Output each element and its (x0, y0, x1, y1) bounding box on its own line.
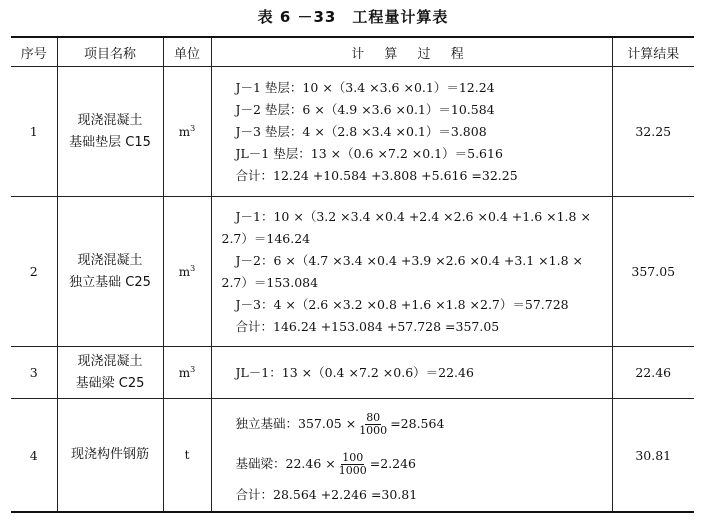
row-result: 30.81 (612, 399, 694, 513)
row-calc (211, 399, 612, 513)
calc-line: J－1 垫层：10 ×（3.4 ×3.6 ×0.1）＝12.24 (235, 79, 495, 95)
fraction-denominator: 1000 (359, 423, 388, 437)
header-calc: 计 算 过 程 (211, 37, 612, 67)
calc-line: 2.7）＝146.24 (221, 230, 311, 246)
row-index: 4 (11, 399, 57, 513)
header-row (11, 37, 694, 67)
fraction (358, 412, 388, 437)
header-unit: 单位 (163, 37, 211, 67)
row-name (57, 399, 163, 513)
row-name (57, 347, 163, 399)
row-calc (211, 67, 612, 197)
unit-text: m (178, 265, 191, 279)
header-index: 序号 (11, 37, 57, 67)
header-name: 项目名称 (57, 37, 163, 67)
row-result: 32.25 (612, 67, 694, 197)
unit-text: m (178, 366, 191, 380)
name-line: 现浇混凝土 (77, 252, 143, 268)
row-unit (163, 399, 211, 513)
quantity-table (11, 36, 694, 513)
frac-suffix: =2.246 (369, 456, 416, 471)
fraction-numerator: 80 (366, 410, 381, 424)
frac-prefix: 独立基础：357.05 × (235, 416, 357, 431)
row-name (57, 67, 163, 197)
unit-superscript: 3 (190, 124, 196, 133)
calc-line: JL－1：13 ×（0.4 ×7.2 ×0.6）＝22.46 (235, 364, 474, 380)
calc-line: J－1：10 ×（3.2 ×3.4 ×0.4 +2.4 ×2.6 ×0.4 +1.6 ×1.8 × (235, 208, 591, 224)
calc-line: 合计：146.24 +153.084 +57.728 =357.05 (235, 318, 500, 334)
name-line: 现浇混凝土 (77, 353, 143, 369)
frac-suffix: =28.564 (390, 416, 445, 431)
unit-superscript: 3 (190, 264, 196, 273)
table-row (11, 67, 694, 197)
frac-prefix: 基础梁：22.46 × (235, 456, 336, 471)
calc-line: 2.7）＝153.084 (221, 274, 319, 290)
calc-line: J－2 垫层：6 ×（4.9 ×3.6 ×0.1）＝10.584 (235, 101, 495, 117)
row-calc (211, 347, 612, 399)
calc-line: J－3：4 ×（2.6 ×3.2 ×0.8 +1.6 ×1.8 ×2.7）＝57.728 (235, 296, 569, 312)
table-title: 表 6 －33 工程量计算表 (257, 8, 449, 26)
fraction (338, 452, 368, 477)
name-line: 现浇混凝土 (77, 112, 143, 128)
row-calc (211, 197, 612, 347)
calc-line (222, 444, 612, 484)
name-line: 基础梁 C25 (75, 375, 145, 391)
calc-line: J－3 垫层：4 ×（2.8 ×3.4 ×0.1）＝3.808 (235, 123, 487, 139)
header-result: 计算结果 (612, 37, 694, 67)
row-name (57, 197, 163, 347)
fraction-numerator: 100 (342, 450, 364, 464)
row-result: 357.05 (612, 197, 694, 347)
name-line: 现浇构件钢筋 (70, 447, 149, 462)
row-index: 1 (11, 67, 57, 197)
table-row (11, 197, 694, 347)
calc-line: J－2：6 ×（4.7 ×3.4 ×0.4 +3.9 ×2.6 ×0.4 +3.1 ×1.8 × (235, 252, 583, 268)
calc-line: 合计：12.24 +10.584 +3.808 +5.616 =32.25 (235, 167, 518, 183)
table-row (11, 347, 694, 399)
row-index: 3 (11, 347, 57, 399)
unit-text: m (178, 125, 191, 139)
row-unit (163, 347, 211, 399)
table-row (11, 399, 694, 513)
row-unit (163, 197, 211, 347)
name-line: 独立基础 C25 (69, 274, 151, 290)
row-index: 2 (11, 197, 57, 347)
unit-superscript: 3 (190, 365, 196, 374)
name-line: 基础垫层 C15 (69, 134, 151, 150)
row-result: 22.46 (612, 347, 694, 399)
calc-line (222, 404, 612, 444)
calc-line: 合计：28.564 +2.246 =30.81 (235, 487, 418, 502)
unit-text: t (184, 448, 190, 462)
fraction-denominator: 1000 (338, 463, 367, 477)
calc-line: JL－1 垫层：13 ×（0.6 ×7.2 ×0.1）＝5.616 (235, 145, 503, 161)
row-unit (163, 67, 211, 197)
